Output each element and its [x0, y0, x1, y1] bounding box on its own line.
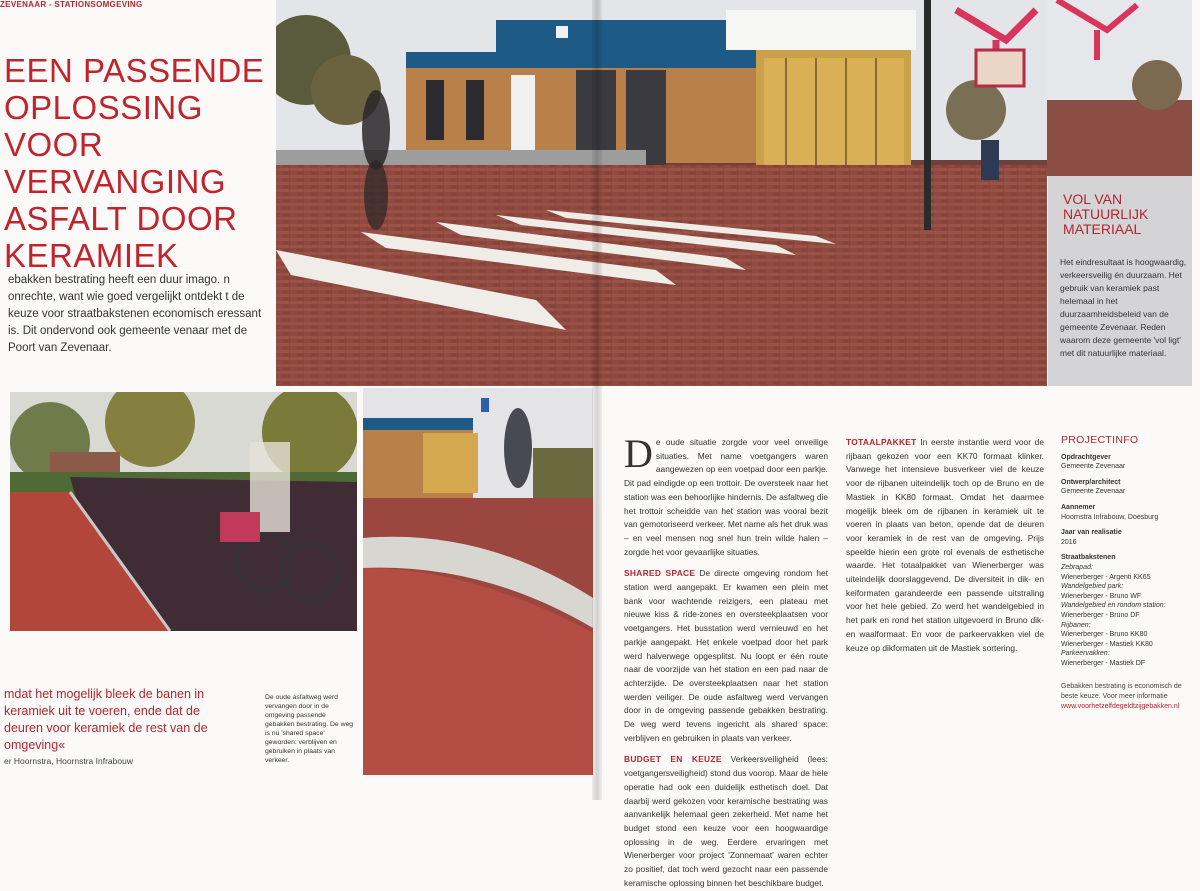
- subhead-shared-space: SHARED SPACE: [624, 568, 696, 579]
- corner-illustration: [363, 388, 593, 775]
- station-illustration: [276, 0, 1047, 386]
- pi-jaar: Jaar van realisatie 2016: [1061, 529, 1122, 546]
- cyclist-illustration: [10, 392, 357, 631]
- article-headline: EEN PASSENDE OPLOSSING VOOR VERVANGING ASFALT DOOR KERAMIEK: [4, 52, 265, 274]
- projectinfo-title: PROJECTINFO: [1061, 434, 1139, 446]
- pi-aannemer: Aannemer Hoornstra Infrabouw, Doesburg: [1061, 503, 1159, 521]
- pi-ontwerp: Ontwerp/architect Gemeente Zevenaar: [1061, 478, 1126, 496]
- hero-photo-extension: [1047, 0, 1192, 176]
- drop-cap: D: [624, 431, 653, 476]
- hero-photo-station: [276, 0, 1047, 386]
- section-header-left: ZEVENAAR - STATIONSOMGEVING: [0, 0, 143, 9]
- projectinfo-sidebar: [1061, 436, 1193, 711]
- article-paragraph-shared-space: SHARED SPACE De directe omgeving rondom het station werd aangepakt. Er kwamen een plein met bank voor wachtende reizigers, een plateau met nieuwe kiss & ride-zones en oversteekplaatsen voor voetgangers. Het busstation werd vernieuwd en het parkje aangepakt. Het enkele voetpad door het park werd halverwege opgesplitst. Nu loopt er één route naar de voorzijde van het station en een pad naar de achterzijde. De oversteekplaatsen naar het station werden veiliger. De oude asfaltweg werd vervangen door in de omgeving passende gebakken bestrating. De weg werd tevens ingericht als shared space: verblijven en gebruiken in plaats van verkeer.: [624, 568, 828, 743]
- subhead-totaalpakket: TOTAALPAKKET: [846, 437, 917, 447]
- article-column-1: [624, 431, 829, 891]
- website-link[interactable]: www.voorhetzelfdegeldtzijgebakken.nl: [1061, 702, 1180, 710]
- callout-title: VOL VAN NATUURLIJK MATERIAAL: [1063, 191, 1149, 237]
- pull-quote: mdat het mogelijk bleek de banen in keramiek uit te voeren, ende dat de deuren voor keramiek de rest van de omgeving«: [4, 687, 208, 752]
- subhead-budget: BUDGET EN KEUZE: [624, 754, 722, 765]
- article-paragraph-1: De oude situatie zorgde voor veel onveilige situaties. Met name voetgangers waren aangewezen op een voetpad door een parkje. Dit pad eindigde op een trottoir. De oversteek naar het station was een behoorlijke hindernis. De asfaltweg die het trottoir scheidde van het station was vooral bezit van gemotoriseerd verkeer. Met name als het druk was – en veel mensen nog snel hun trein wilde halen – zorgde het voor gevaarlijke situaties.: [624, 431, 828, 557]
- article-paragraph-totaal: TOTAALPAKKET In eerste instantie werd voor de rijbaan gekozen voor een KK70 formaat klinker. Vanwege het intensieve busverkeer viel de keuze voor de rijbanen uiteindelijk toch op de Bruno en de Mastiek in KK80 formaat. Omdat het daarmee mogelijk bleek om de rijbanen in keramiek uit te voeren in plaats van beton, opende dat de deuren voor keramiek in de rest van de omgeving. Prijs speelde hierin een grote rol evenals de esthetische waarde. Het totaalpakket van Wienerberger was uiteindelijk doorslaggevend. De diversiteit in dik- en keiformaten garandeerde een passende uitstraling voor het hele gebied. Zo werd het wandelgebied in het park en rond het station uitgevoerd in Bruno dik- en waalformaat. En voor de parkeervakken viel de keuze op dikformaten uit de Mastiek sortering.: [846, 437, 1044, 653]
- pull-quote-author: er Hoornstra, Hoornstra Infrabouw: [4, 756, 133, 766]
- pi-footer: Gebakken bestrating is economisch de beste keuze. Voor meer informatie www.voorhetzelfdegeldtzijgebakken.nl: [1061, 683, 1182, 710]
- article-paragraph-budget: BUDGET EN KEUZE Verkeersveiligheid (lees: voetgangersveiligheid) stond dus voorop. Maar de hele operatie had ook een duidelijk esthetisch doel. Dat daarbij werd gekozen voor keramische bestrating was aanvankelijk helemaal geen zekerheid. Met name het budget stond een keuze voor een hoogwaardige oplossing in de weg. Eerdere ervaringen met Wienerberger voor project 'Zonnemaat' waren echter zo positief, dat toch werd gezocht naar een passende keramische oplossing binnen het beschikbare budget.: [624, 754, 829, 888]
- pi-opdrachtgever: Opdrachtgever Gemeente Zevenaar: [1061, 453, 1126, 471]
- article-intro: ebakken bestrating heeft een duur imago. n onrechte, want wie goed vergelijkt ontdekt t de keuze voor straatbakstenen economisch eressant is. Dit ondervond ook gemeente venaar met de Poort van Zevenaar.: [8, 274, 262, 354]
- page-gutter: [592, 0, 602, 800]
- callout-box: [1048, 176, 1192, 386]
- callout-text: Het eindresultaat is hoogwaardig, verkeersveilig én duurzaam. Het gebruik van keramiek past helemaal in het duurzaamheidsbeleid van de gemeente Zevenaar. Reden waarom deze gemeente 'vol ligt' met dit natuurlijke materiaal.: [1060, 257, 1187, 358]
- pi-straatbakstenen: Straatbakstenen Zebrapad: Wienerberger - Argenti KK65 Wandelgebied park: Wienerberger - Bruno WF Wandelgebied en rondom station: Wienerberger - Bruno DF Rijbanen: Wienerberger - Bruno KK80 Wienerberger - Mastiek KK80 Parkeervakken: Wienerberger - Mastiek DF: [1061, 554, 1166, 667]
- sculpture-illustration: [1047, 0, 1192, 176]
- photo-cyclist-path: [10, 392, 357, 631]
- photo-station-corner: [363, 388, 593, 775]
- article-column-2: [846, 436, 1044, 655]
- photo-caption: De oude asfaltweg werd vervangen door in de omgeving passende gebakken bestrating. De weg is nu 'shared space' geworden: verblijven en gebruiken in plaats van verkeer.: [265, 694, 354, 764]
